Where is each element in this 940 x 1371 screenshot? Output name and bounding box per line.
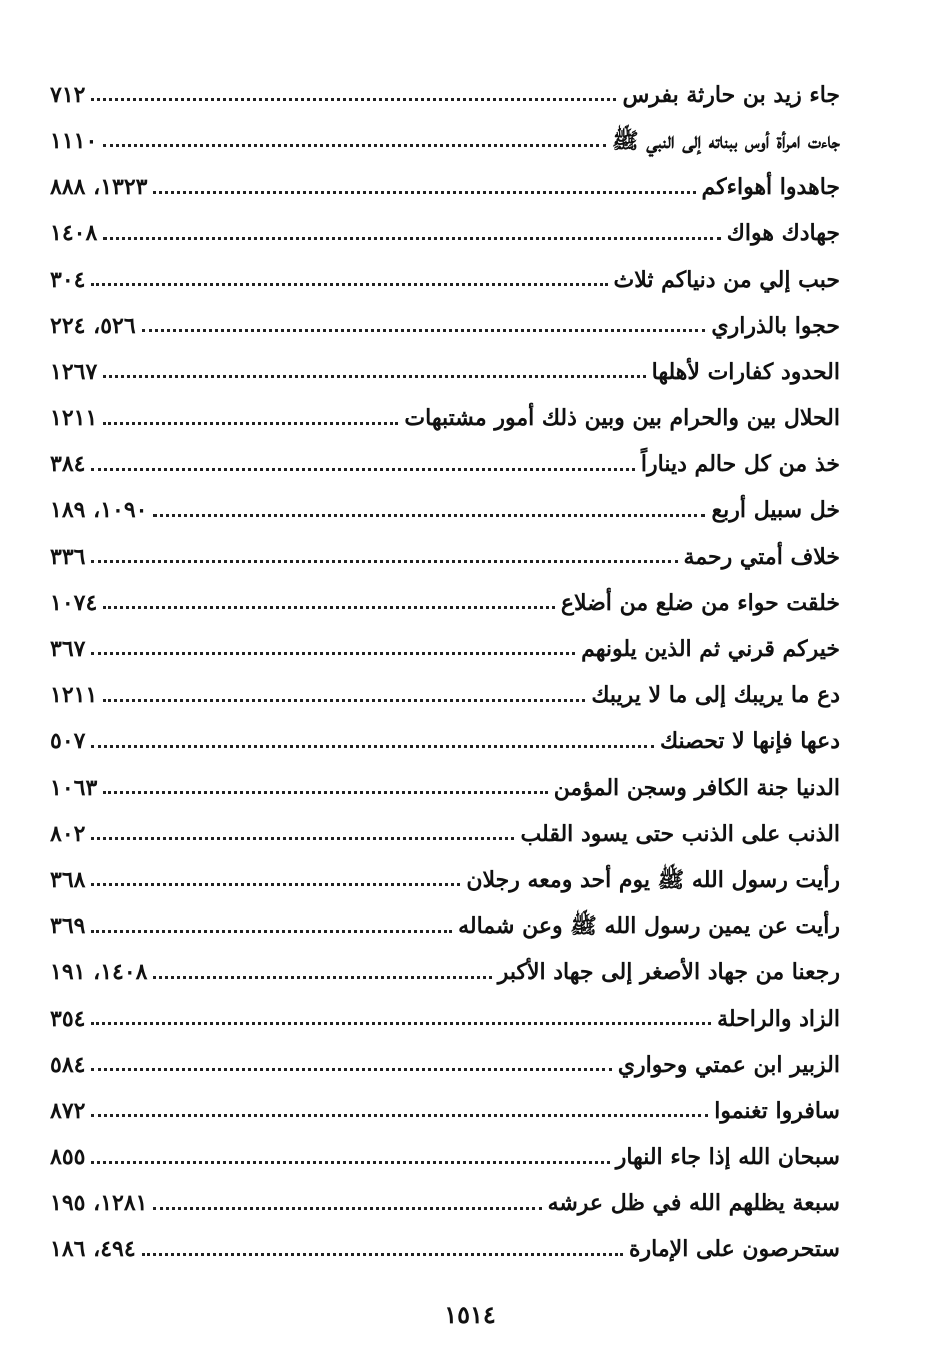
page-reference: ٧١٢ (50, 81, 86, 108)
dot-leader (142, 1253, 623, 1256)
dot-leader (91, 1068, 611, 1071)
dot-leader (103, 237, 720, 240)
page-reference: ٣٨٤ (50, 451, 86, 478)
dot-leader (91, 1114, 708, 1117)
entry-text: خل سبيل أربع (711, 497, 840, 524)
entry-text: الدنيا جنة الكافر وسجن المؤمن (553, 774, 840, 801)
page-reference: ٨٥٥ (50, 1144, 86, 1171)
dot-leader (153, 976, 491, 979)
dot-leader (103, 606, 555, 609)
index-entry (50, 755, 840, 801)
page-reference: ١١١٠ (50, 127, 98, 154)
entry-text: جاهدوا أهواءكم (701, 174, 840, 201)
index-entry (50, 709, 840, 755)
dot-leader (103, 422, 398, 425)
index-entry (50, 524, 840, 570)
dot-leader (142, 329, 706, 332)
index-entry (50, 801, 840, 847)
index-entry (50, 385, 840, 431)
index-entry (50, 662, 840, 708)
index-entry (50, 1078, 840, 1124)
dot-leader (91, 283, 607, 286)
dot-leader (103, 791, 547, 794)
page-reference: ٣٣٦ (50, 543, 86, 570)
page-reference: ١٠٧٤ (50, 589, 98, 616)
entry-text: الحلال بين والحرام بين وبين ذلك أمور مشتبهات (404, 405, 840, 432)
page-reference: ٥٠٧ (50, 728, 86, 755)
index-entry (50, 339, 840, 385)
dot-leader (153, 514, 705, 517)
entry-text: رأيت عن يمين رسول الله ﷺ وعن شماله (458, 913, 840, 940)
dot-leader (91, 930, 452, 933)
dot-leader (91, 560, 677, 563)
index-entry (50, 154, 840, 200)
entry-text: خلاف أمتي رحمة (683, 543, 840, 570)
index-entry (50, 570, 840, 616)
page-reference: ٣٦٧ (50, 636, 86, 663)
index-entry (50, 986, 840, 1032)
page-reference: ٣٥٤ (50, 1005, 86, 1032)
entry-text: الزاد والراحلة (717, 1005, 840, 1032)
index-entry (50, 1171, 840, 1217)
entry-text: ستحرصون على الإمارة (629, 1236, 840, 1263)
index-entry (50, 893, 840, 939)
page-reference: ٨٠٢ (50, 820, 86, 847)
index-entry (50, 247, 840, 293)
index-entry (50, 1124, 840, 1170)
index-entry (50, 108, 840, 154)
entry-text: خذ من كل حالم ديناراً (640, 451, 840, 478)
dot-leader (153, 191, 695, 194)
dot-leader (91, 652, 575, 655)
page-reference: ١٠٩٠، ١٨٩ (50, 497, 148, 524)
index-entry (50, 432, 840, 478)
entry-text: حبب إلي من دنياكم ثلاث (613, 266, 840, 293)
hadith-index-list (50, 62, 840, 1263)
index-entry (50, 847, 840, 893)
page-reference: ٣٠٤ (50, 266, 86, 293)
page-reference: ١٢٨١، ١٩٥ (50, 1190, 148, 1217)
entry-text: الذنب على الذنب حتى يسود القلب (520, 820, 840, 847)
entry-text: الزبير ابن عمتي وحواري (617, 1051, 840, 1078)
dot-leader (91, 468, 634, 471)
index-entry (50, 1032, 840, 1078)
dot-leader (91, 98, 616, 101)
entry-text: سبعة يظلهم الله في ظل عرشه (547, 1190, 840, 1217)
dot-leader (91, 883, 460, 886)
entry-text: دعها فإنها لا تحصنك (659, 728, 840, 755)
index-entry (50, 293, 840, 339)
dot-leader (91, 837, 514, 840)
entry-text: دع ما يريبك إلى ما لا يريبك (591, 682, 840, 709)
page-reference: ١٢١١ (50, 405, 98, 432)
page-reference: ٣٦٨ (50, 866, 86, 893)
page-reference: ٤٩٤، ١٨٦ (50, 1236, 136, 1263)
entry-text: رأيت رسول الله ﷺ يوم أحد ومعه رجلان (466, 866, 840, 893)
page-reference: ٨٧٢ (50, 1097, 86, 1124)
dot-leader (91, 1022, 711, 1025)
entry-text: جاء زيد بن حارثة بفرس (622, 81, 840, 108)
page-reference: ٥٢٦، ٢٢٤ (50, 312, 136, 339)
dot-leader (153, 1207, 541, 1210)
index-entry (50, 616, 840, 662)
page-reference: ١٤٠٨ (50, 220, 98, 247)
dot-leader (103, 699, 585, 702)
entry-text: رجعنا من جهاد الأصغر إلى جهاد الأكبر (497, 959, 840, 986)
dot-leader (103, 375, 645, 378)
index-entry (50, 940, 840, 986)
page-reference: ١٠٦٣ (50, 774, 98, 801)
index-entry (50, 201, 840, 247)
page-number: ١٥١٤ (444, 1300, 496, 1329)
dot-leader (103, 144, 606, 147)
index-entry (50, 478, 840, 524)
index-entry (50, 62, 840, 108)
index-entry (50, 1217, 840, 1263)
page-reference: ٣٦٩ (50, 913, 86, 940)
entry-text: خلقت حواء من ضلع من أضلاع (560, 589, 840, 616)
entry-text: خيركم قرني ثم الذين يلونهم (581, 636, 840, 663)
entry-text: سبحان الله إذا جاء النهار (615, 1144, 840, 1171)
dot-leader (91, 745, 653, 748)
page-reference: ١٢٦٧ (50, 358, 98, 385)
page-reference: ١٤٠٨، ١٩١ (50, 959, 148, 986)
entry-text: الحدود كفارات لأهلها (651, 358, 840, 385)
entry-text: جهادك هواك (726, 220, 840, 247)
dot-leader (91, 1161, 609, 1164)
entry-text: جاءت امرأة أوس ببناته إلى النبي ﷺ (611, 127, 840, 154)
page-reference: ١٢١١ (50, 682, 98, 709)
page-reference: ٥٨٤ (50, 1051, 86, 1078)
entry-text: حجوا بالذراري (711, 312, 840, 339)
page-reference: ١٣٢٣، ٨٨٨ (50, 174, 148, 201)
entry-text: سافروا تغنموا (714, 1097, 840, 1124)
